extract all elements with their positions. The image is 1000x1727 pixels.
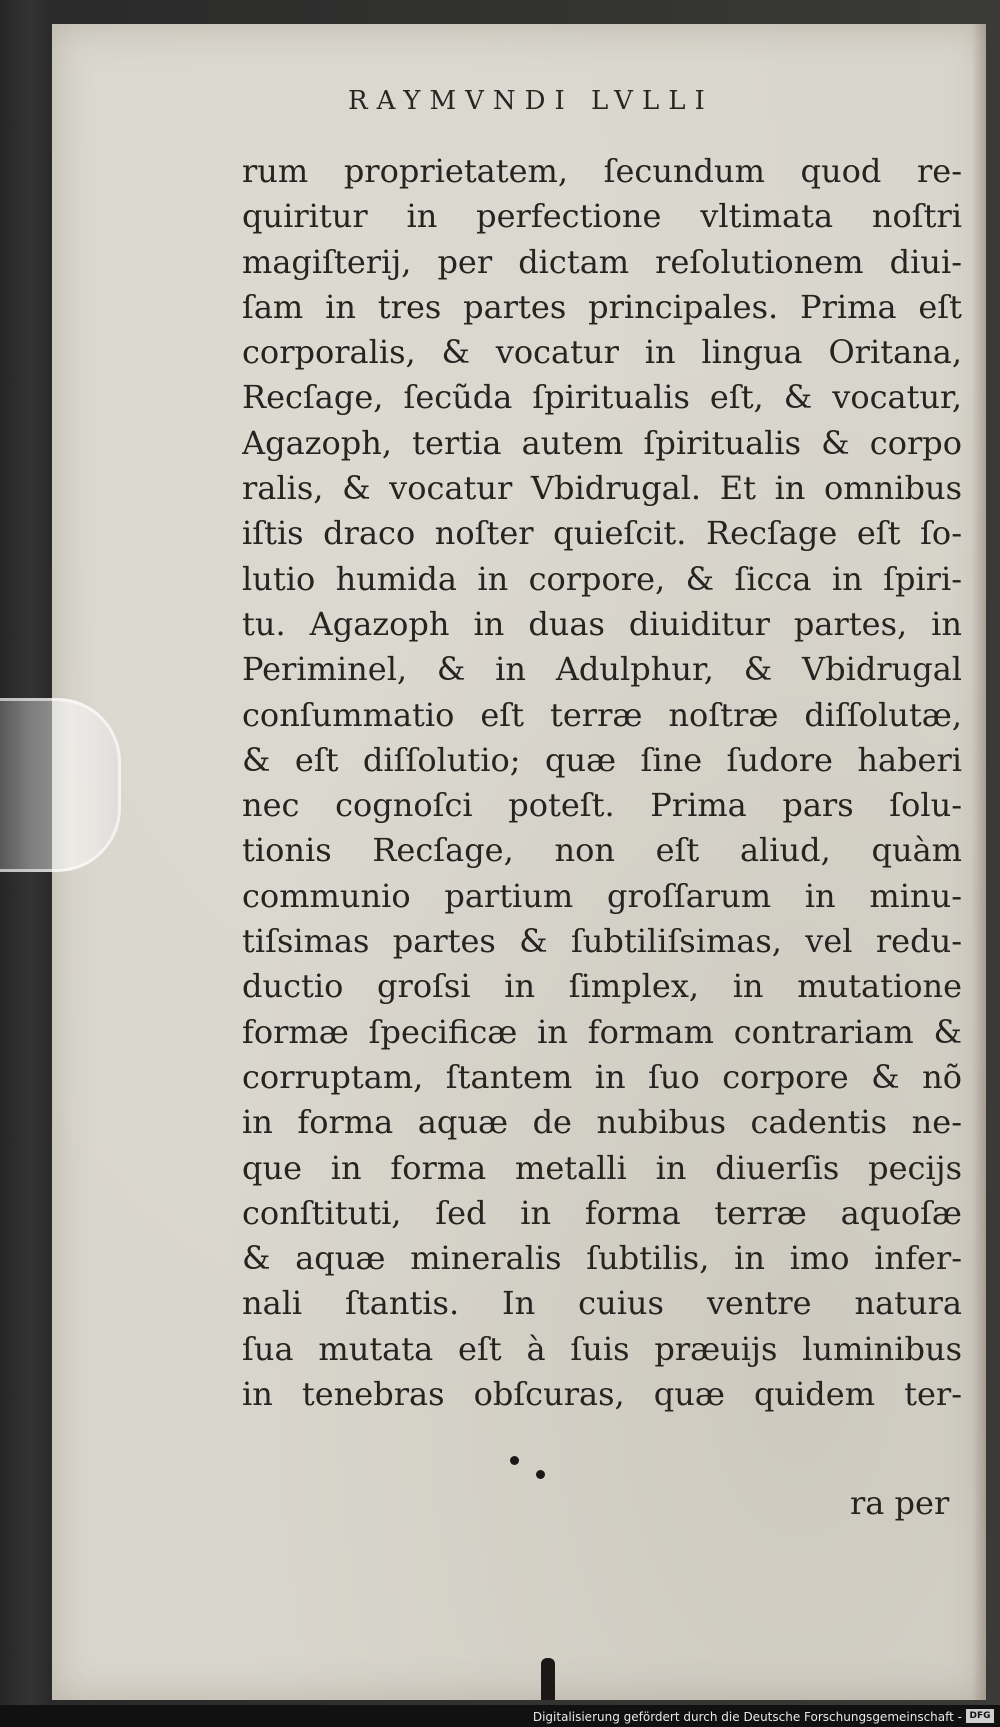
text-line: nali ſtantis. In cuius ventre natura <box>242 1284 962 1323</box>
text-line: nec cognoſci poteſt. Prima pars ſolu- <box>242 786 962 825</box>
text-line: iſtis draco noſter quieſcit. Recſage eſt ſo- <box>242 514 962 553</box>
text-line: ſua mutata eſt à ſuis præuijs luminibus <box>242 1329 962 1368</box>
text-line: tu. Agazoph in duas diuiditur partes, in <box>242 604 962 643</box>
running-head: RAYMVNDI LVLLI <box>348 86 714 116</box>
text-line: quiritur in perfectione vltimata noſtri <box>242 197 962 236</box>
text-line: Recſage, ſecũda ſpiritualis eſt, & vocatur, <box>242 378 962 417</box>
text-line: & eſt diſſolutio; quæ ſine ſudore haberi <box>242 740 962 779</box>
text-line: corporalis, & vocatur in lingua Oritana, <box>242 333 962 372</box>
footer-credit: Digitalisierung gefördert durch die Deutsche Forschungsgemeinschaft - <box>532 1710 962 1724</box>
text-line: ſam in tres partes principales. Prima eſt <box>242 287 962 326</box>
text-line: & aquæ mineralis ſubtilis, in imo infer- <box>242 1239 962 1278</box>
text-line: conſummatio eſt terræ noſtræ diſſolutæ, <box>242 695 962 734</box>
text-line: ralis, & vocatur Vbidrugal. Et in omnibus <box>242 469 962 508</box>
text-line: tionis Recſage, non eſt aliud, quàm <box>242 831 962 870</box>
dfg-logo: DFG <box>966 1709 994 1723</box>
text-line: lutio humida in corpore, & ſicca in ſpiri- <box>242 559 962 598</box>
catchword: ra per <box>850 1484 950 1522</box>
ink-spot <box>536 1470 545 1479</box>
text-line: ductio groſsi in ſimplex, in mutatione <box>242 967 962 1006</box>
text-line: formæ ſpecificæ in formam contrariam & <box>242 1012 962 1051</box>
text-line: communio partium groſſarum in minu- <box>242 876 962 915</box>
text-line: corruptam, ſtantem in ſuo corpore & nõ <box>242 1057 962 1096</box>
text-line: tiſsimas partes & ſubtiliſsimas, vel redu- <box>242 922 962 961</box>
text-line: Agazoph, tertia autem ſpiritualis & corpo <box>242 423 962 462</box>
binding-notch <box>541 1658 555 1700</box>
text-line: Periminel, & in Adulphur, & Vbidrugal <box>242 650 962 689</box>
ink-spot <box>510 1456 519 1465</box>
page-edge-shadow <box>972 24 986 1700</box>
text-line: rum proprietatem, ſecundum quod re- <box>242 152 962 190</box>
page-clip <box>0 698 121 872</box>
text-line: in forma aquæ de nubibus cadentis ne- <box>242 1103 962 1142</box>
footer-bar <box>0 1705 1000 1727</box>
text-line: que in forma metalli in diuerſis pecijs <box>242 1148 962 1187</box>
text-line: in tenebras obſcuras, quæ quidem ter- <box>242 1375 962 1414</box>
text-line: conſtituti, ſed in forma terræ aquoſæ <box>242 1193 962 1232</box>
book-page <box>52 24 986 1700</box>
text-line: magiſterij, per dictam reſolutionem diui- <box>242 242 962 281</box>
text-block <box>242 149 962 1417</box>
